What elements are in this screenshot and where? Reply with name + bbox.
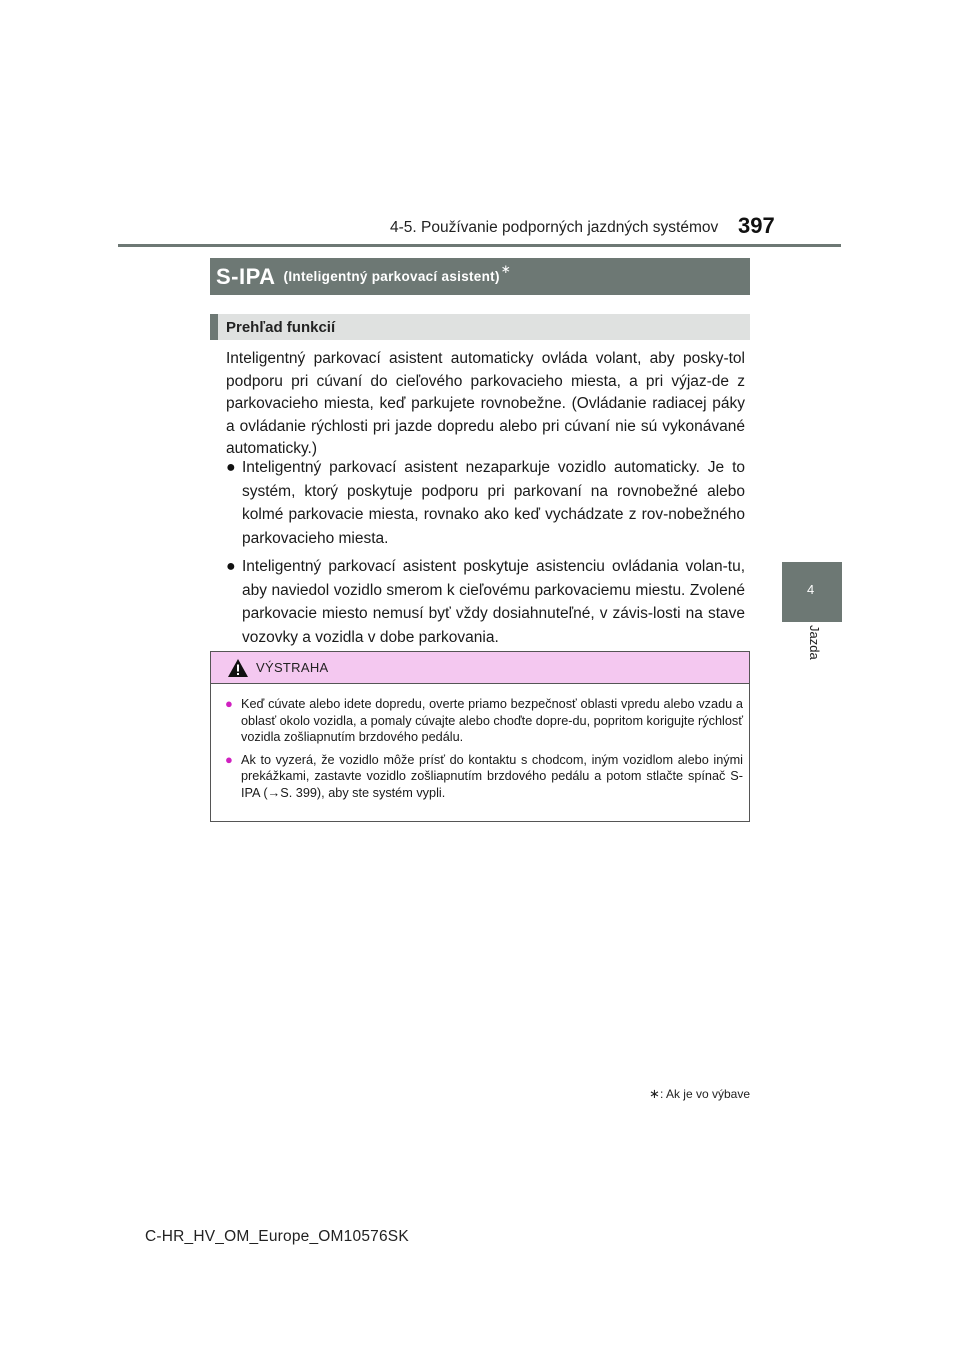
header-title: 4-5. Používanie podporných jazdných systémov bbox=[390, 219, 719, 236]
chapter-tab bbox=[782, 562, 842, 622]
warning-text: Ak to vyzerá, že vozidlo môže prísť do kontaktu s chodcom, iným vozidlom alebo inými prekážkami, zastavte vozidlo zošliapnutím brzdového pedálu a potom stlačte spínač S-IPA (→S. 399), aby ste systém vypli. bbox=[241, 752, 743, 800]
bullet-dot: ● bbox=[226, 558, 236, 575]
bullet-text: Inteligentný parkovací asistent poskytuje asistenciu ovládania volan-tu, aby naviedol vozidlo smerom k cieľovému parkovaciemu miestu. Zvolené parkovacie miesto nemusí byť vždy dosiahnuteľné, v závis-losti na stave vozovky a vozidla v dobe parkovania. bbox=[242, 558, 745, 646]
document-code: C-HR_HV_OM_Europe_OM10576SK bbox=[145, 1228, 409, 1245]
footnote-mark: ∗ bbox=[649, 1086, 660, 1101]
warning-header bbox=[211, 652, 749, 684]
warning-dot: ● bbox=[225, 696, 233, 711]
subsection-heading bbox=[210, 314, 750, 340]
warning-dot: ● bbox=[225, 751, 233, 767]
warning-body bbox=[211, 684, 749, 801]
warning-item bbox=[225, 696, 743, 746]
warning-triangle-icon bbox=[227, 658, 249, 678]
warning-item bbox=[225, 752, 743, 802]
section-subtitle: (Inteligentný parkovací asistent) bbox=[283, 269, 500, 284]
bullet-list bbox=[226, 456, 745, 654]
footnote bbox=[640, 1086, 750, 1102]
section-asterisk: ∗ bbox=[500, 261, 511, 276]
chapter-number: 4 bbox=[807, 582, 815, 597]
warning-text: Keď cúvate alebo idete dopredu, overte priamo bezpečnosť oblasti vpredu alebo vzadu a oblasť okolo vozidla, a pomaly cúvajte alebo choďte dopre-du, popritom korigujte rýchlosť vozidla zošliapnutím brzdového pedálu. bbox=[241, 697, 743, 744]
page-number: 397 bbox=[738, 213, 775, 238]
chapter-label: Jazda bbox=[807, 625, 822, 660]
section-heading bbox=[210, 258, 750, 295]
intro-paragraph: Inteligentný parkovací asistent automaticky ovláda volant, aby posky-tol podporu pri cúvaní do cieľového parkovacieho miesta, a pri výjaz-de z parkovacieho miesta, keď parkujete rovnobežne. (Ovládanie radiacej páky a ovládanie rýchlosti pri jazde dopredu alebo pri cúvaní nie sú vykonávané automaticky.) bbox=[226, 350, 745, 457]
bullet-item bbox=[226, 555, 745, 649]
subsection-marker bbox=[210, 314, 218, 340]
warning-box bbox=[210, 651, 750, 822]
bullet-dot: ● bbox=[226, 459, 236, 476]
bullet-text: Inteligentný parkovací asistent nezaparkuje vozidlo automaticky. Je to systém, ktorý poskytuje podporu pri parkovaní na rovnobežné alebo kolmé parkovacie miesta, rovnako ako keď vychádzate z rov-nobežného parkovacieho miesta. bbox=[242, 459, 745, 547]
bullet-item bbox=[226, 456, 745, 550]
footnote-text: : Ak je vo výbave bbox=[659, 1087, 750, 1101]
header-rule bbox=[118, 244, 841, 247]
subsection-title: Prehľad funkcií bbox=[226, 318, 336, 336]
section-title: S-IPA bbox=[216, 263, 276, 289]
warning-title: VÝSTRAHA bbox=[256, 660, 329, 675]
